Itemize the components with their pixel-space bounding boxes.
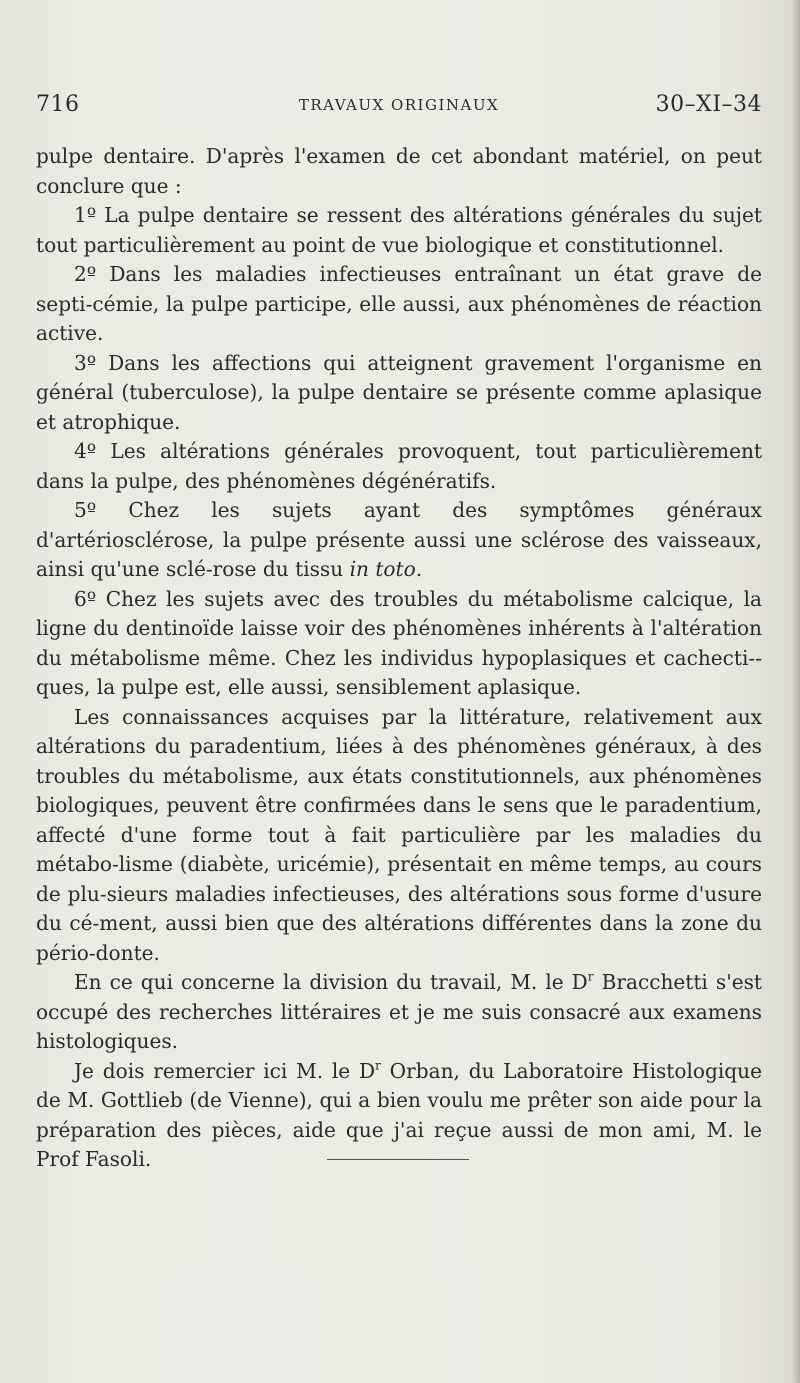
doctor-abbrev-sup: r: [375, 1058, 381, 1073]
header-date: 30–XI–34: [655, 92, 762, 117]
conclusion-item-5-text: 5º Chez les sujets ayant des symptômes généraux d'artériosclérose, la pulpe présente aussi une sclérose des vaisseaux, ainsi qu'une sclé-rose du tissu: [36, 498, 762, 581]
thanks-text-start: Je dois remercier ici M. le D: [74, 1058, 376, 1083]
running-title: TRAVAUX ORIGINAUX: [298, 96, 500, 114]
section-end-rule: [327, 1159, 469, 1160]
conclusion-item-4: 4º Les altérations générales provoquent, tout particulièrement dans la pulpe, des phénomènes dégénératifs.: [36, 439, 762, 493]
thanks-text-end: Orban, du Laboratoire Histologique de M. Gottlieb (de Vienne), qui a bien voulu me prêter son aide pour la préparation des pièces, aide que j'ai reçue aussi de mon ami, M. le Prof Fasoli.: [36, 1058, 762, 1171]
conclusion-item-3: 3º Dans les affections qui atteignent gravement l'organisme en général (tuberculose), la pulpe dentaire se présente comme aplasique et atrophique.: [36, 350, 762, 434]
page-header: [36, 92, 762, 122]
paragraph-acknowledgements: [36, 1057, 762, 1175]
conclusion-item-5-end: .: [415, 557, 423, 581]
conclusion-item-1: 1º La pulpe dentaire se ressent des altérations générales du sujet tout particulièrement au point de vue biologique et constitutionnel.: [36, 203, 762, 257]
doctor-abbrev-sup: r: [587, 969, 594, 984]
paragraph-paradentium: Les connaissances acquises par la littérature, relativement aux altérations du paradentium, liées à des phénomènes généraux, à des troubles du métabolisme, aux états constitutionnels, aux phénomènes biologiques, peuvent être confirmées dans le sens que le paradentium, affecté d'une forme tout à fait particulière par les maladies du métabo-lisme (diabète, uricémie), présentait en même temps, au cours de plu-sieurs maladies infectieuses, des altérations sous forme d'usure du cé-ment, aussi bien que des altérations différentes dans la zone du pério-donte.: [36, 704, 762, 965]
page-edge-shadow: [792, 0, 800, 1383]
body-text: [36, 142, 762, 1175]
paragraph-division-of-work: [36, 968, 762, 1057]
conclusion-item-2: 2º Dans les maladies infectieuses entraînant un état grave de septi-cémie, la pulpe participe, elle aussi, aux phénomènes de réaction active.: [36, 262, 762, 345]
division-text-end: Bracchetti s'est occupé des recherches littéraires et je me suis consacré aux examens histologiques.: [36, 970, 762, 1053]
division-text-start: En ce qui concerne la division du travail, M. le D: [74, 970, 588, 994]
conclusion-item-6: 6º Chez les sujets avec des troubles du métabolisme calcique, la ligne du dentinoïde laisse voir des phénomènes inhérents à l'altération du métabolisme même. Chez les individus hypoplasiques et cachecti-ques, la pulpe est, elle aussi, sensiblement aplasique.: [36, 586, 762, 699]
conclusion-item-5: [36, 496, 762, 585]
paragraph-continuation: pulpe dentaire. D'après l'examen de cet abondant matériel, on peut conclure que :: [36, 144, 762, 198]
page-number: 716: [36, 92, 80, 117]
italic-phrase: in toto: [349, 557, 416, 581]
